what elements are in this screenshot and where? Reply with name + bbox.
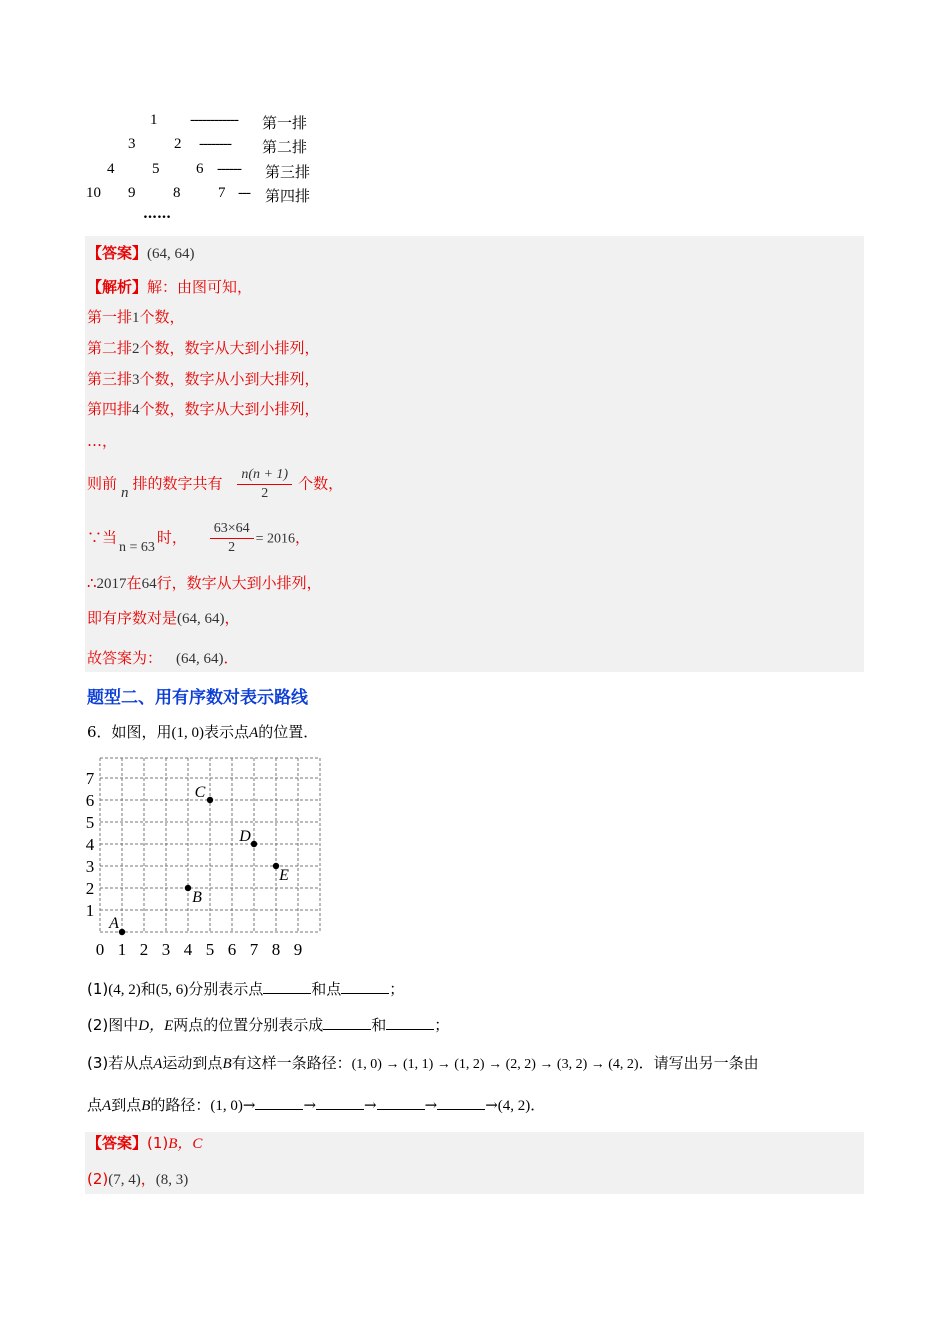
y-tick-label: 3 bbox=[85, 857, 95, 876]
question-stem: 6．如图，用(1, 0)表示点A的位置． bbox=[87, 723, 319, 741]
tri-dashes: --- bbox=[238, 185, 250, 201]
point-marker bbox=[207, 797, 213, 803]
analysis-line: 第二排2个数，数字从大到小排列， bbox=[87, 339, 320, 357]
point-marker bbox=[185, 885, 191, 891]
answer-blank[interactable] bbox=[323, 1015, 371, 1030]
x-tick-label: 6 bbox=[227, 940, 237, 959]
tri-row-label: 第一排 bbox=[262, 114, 308, 132]
x-tick-label: 4 bbox=[183, 940, 193, 959]
analysis-line: 第一排1个数， bbox=[87, 308, 185, 326]
answer-blank[interactable] bbox=[341, 979, 389, 994]
path-expression: (1, 0) → (1, 1) → (1, 2) → (2, 2) → (3, 2) → (4, 2) bbox=[351, 1057, 639, 1072]
tri-row-label: 第二排 bbox=[262, 138, 308, 156]
tri-num: 2 bbox=[174, 136, 182, 152]
subquestion-3-path: 点A到点B的路径：(1, 0)→ → → → →(4, 2)． bbox=[87, 1096, 546, 1114]
fraction-numerator: n(n + 1) bbox=[237, 466, 292, 485]
point-label: A bbox=[109, 915, 119, 932]
point-marker bbox=[119, 929, 125, 935]
y-tick-label: 7 bbox=[85, 769, 95, 788]
fraction-denominator: 2 bbox=[228, 540, 236, 555]
fraction-denominator: 2 bbox=[261, 486, 269, 501]
answer-value: (64, 64) bbox=[147, 246, 195, 262]
tri-num: 4 bbox=[107, 161, 115, 177]
answer-tag: 【答案】 bbox=[87, 1134, 148, 1152]
y-tick-label: 6 bbox=[85, 791, 95, 810]
answer-blank[interactable] bbox=[377, 1095, 425, 1110]
analysis-line: …， bbox=[87, 432, 118, 450]
tri-num: 9 bbox=[128, 185, 136, 201]
tri-dashes: ------ bbox=[217, 161, 241, 177]
answer-block-2: 【答案】(1)B，C bbox=[87, 1134, 203, 1152]
coordinate-grid bbox=[80, 752, 340, 962]
tri-num: 7 bbox=[218, 185, 226, 201]
tri-num: 8 bbox=[173, 185, 181, 201]
tri-num: 1 bbox=[150, 112, 158, 128]
analysis-tag: 【解析】 bbox=[87, 278, 148, 296]
analysis-line: 则前 n 排的数字共有 $\frac{n(n + 1)}{2}$ 个数， bbox=[87, 467, 344, 501]
analysis-line: ∴2017在64行，数字从大到小排列， bbox=[87, 574, 322, 592]
analysis-line: 第三排3个数，数字从小到大排列， bbox=[87, 370, 320, 388]
point-label: B bbox=[192, 889, 202, 906]
subquestion-3: (3)若从点A运动到点B有这样一条路径：(1, 0) → (1, 1) → (1, 2) → (2, 2) → (3, 2) → (4, 2)．请写出另一条由 bbox=[87, 1054, 759, 1072]
analysis-line: 故答案为： (64, 64)． bbox=[87, 649, 239, 667]
y-tick-label: 2 bbox=[85, 879, 95, 898]
answer-blank[interactable] bbox=[437, 1095, 485, 1110]
tri-row-label: 第三排 bbox=[265, 163, 311, 181]
x-tick-label: 5 bbox=[205, 940, 215, 959]
analysis-line: 解：由图可知， bbox=[147, 278, 253, 296]
point-label: D bbox=[239, 828, 251, 845]
x-tick-label: 0 bbox=[95, 940, 105, 959]
tri-ellipsis: …… bbox=[143, 206, 171, 222]
x-tick-label: 1 bbox=[117, 940, 127, 959]
analysis-line: 即有序数对是(64, 64)， bbox=[87, 609, 240, 627]
tri-row-label: 第四排 bbox=[265, 187, 311, 205]
y-tick-label: 5 bbox=[85, 813, 95, 832]
answer-tag: 【答案】 bbox=[87, 244, 148, 262]
y-tick-label: 4 bbox=[85, 835, 95, 854]
x-tick-label: 3 bbox=[161, 940, 171, 959]
answer-line: (2)(7, 4)，(8, 3) bbox=[87, 1170, 189, 1188]
x-tick-label: 2 bbox=[139, 940, 149, 959]
x-tick-label: 8 bbox=[271, 940, 281, 959]
point-label: E bbox=[279, 867, 289, 884]
analysis-line: ∵当n = 63时， $\frac{63\times 64}{2}$ = 2016， bbox=[87, 521, 311, 555]
point-label: C bbox=[194, 784, 206, 801]
tri-num: 3 bbox=[128, 136, 136, 152]
answer-blank[interactable] bbox=[316, 1095, 364, 1110]
section-title: 题型二、用有序数对表示路线 bbox=[87, 688, 308, 708]
tri-num: 6 bbox=[196, 161, 204, 177]
tri-num: 5 bbox=[152, 161, 160, 177]
subquestion-2: (2)图中D，E两点的位置分别表示成 和 ； bbox=[87, 1016, 450, 1034]
fraction-numerator: 63×64 bbox=[210, 520, 254, 539]
point-marker bbox=[251, 841, 257, 847]
tri-dashes: ------------ bbox=[190, 112, 238, 128]
subquestion-1: (1)(4, 2)和(5, 6)分别表示点 和点 ； bbox=[87, 980, 405, 998]
y-tick-label: 1 bbox=[85, 901, 95, 920]
tri-num: 10 bbox=[86, 185, 101, 201]
x-tick-label: 7 bbox=[249, 940, 259, 959]
answer-blank[interactable] bbox=[386, 1015, 434, 1030]
tri-dashes: -------- bbox=[199, 136, 231, 152]
x-tick-label: 9 bbox=[293, 940, 303, 959]
analysis-line: 第四排4个数，数字从大到小排列， bbox=[87, 400, 320, 418]
answer-blank[interactable] bbox=[263, 979, 311, 994]
answer-blank[interactable] bbox=[255, 1095, 303, 1110]
